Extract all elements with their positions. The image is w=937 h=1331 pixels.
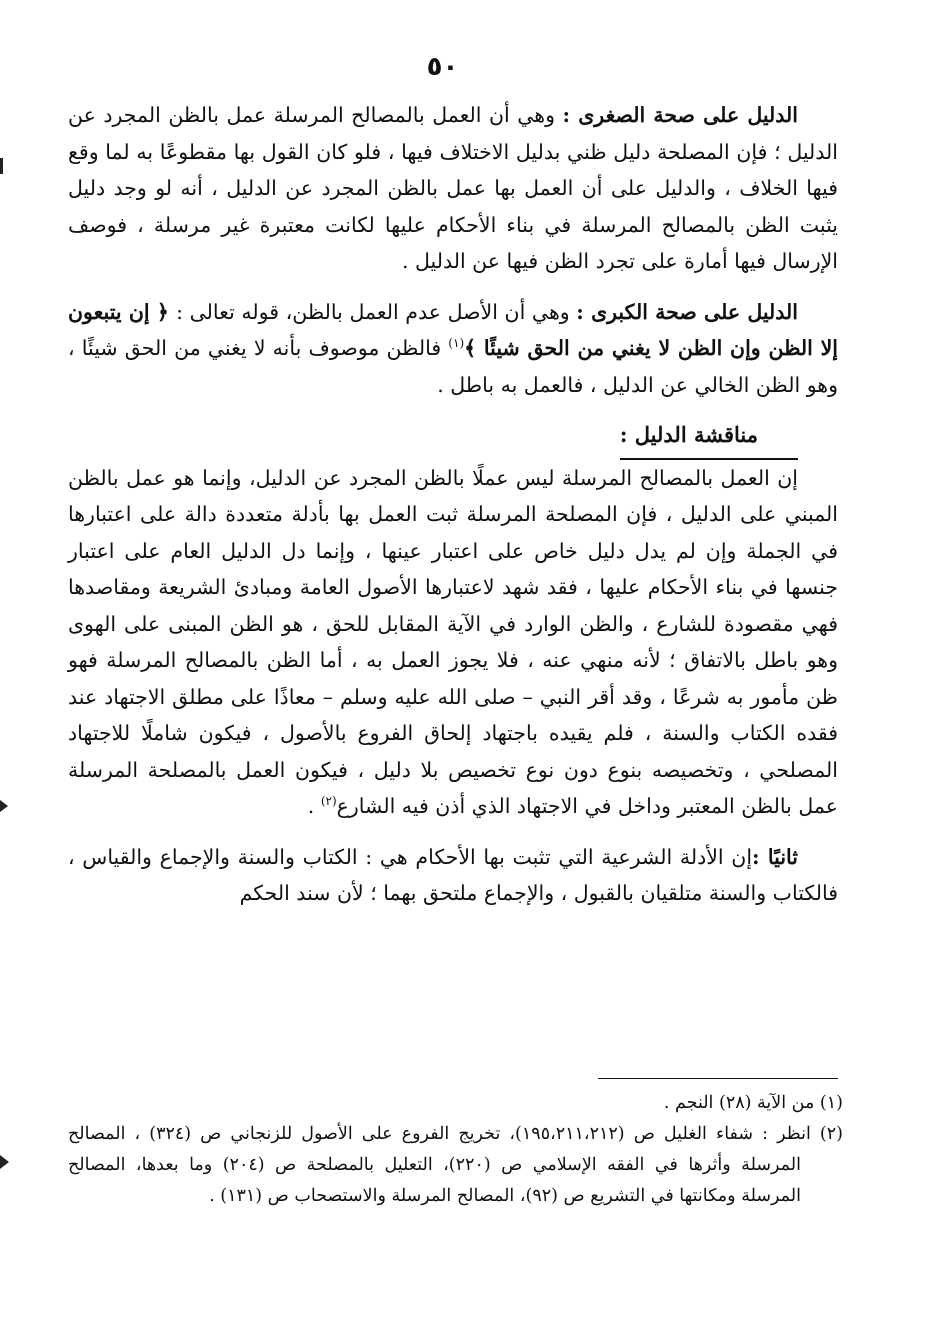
footnote-ref: (١) [448,336,465,351]
margin-arrow-mark [0,800,8,812]
heading-row [68,417,838,460]
paragraph-text: وهي أن العمل بالمصالح المرسلة عمل بالظن المجرد عن الدليل ؛ فإن المصلحة دليل ظني بدليل الاختلاف فيها ، فلو كان القول بها مقطوعًا به لما وقع فيها الخلاف ، والدليل على أن العمل بها عمل بالظن المجرد عن الدليل ، أنه لو وجد دليل يثبت الظن بالمصالح المرسلة في بناء الأحكام عليها لكانت معتبرة غير مرسلة ، فوصف الإرسال فيها أمارة على تجرد الظن فيها عن الدليل . [68,103,838,273]
paragraph-text: وهي أن الأصل عدم العمل بالظن، قوله تعالى : [176,299,577,324]
quran-verse: ﴿ إن يتبعون إلا الظن وإن الظن لا يغني من الحق شيئًا ﴾ [68,299,838,360]
margin-arrow-mark [0,1155,9,1169]
paragraph-text: إن الأدلة الشرعية التي تثبت بها الأحكام هي : الكتاب والسنة والإجماع والقياس ، فالكتاب والسنة متلقيان بالقبول ، والإجماع ملتحق بهما ؛ لأن سند الحكم [68,844,838,905]
paragraph-minor-premise [68,97,838,280]
footnotes [68,1088,843,1212]
section-heading: مناقشة الدليل : [620,417,798,460]
paragraph-lead: ثانيًا : [752,844,798,869]
paragraph-lead: الدليل على صحة الصغرى : [562,103,798,127]
paragraph-second [68,839,838,912]
margin-mark [0,158,3,174]
paragraph-major-premise [68,294,838,404]
footnote-item: (٢) انظر : شفاء الغليل ص (١٩٥،٢١١،٢١٢)، تخريج الفروع على الأصول للزنجاني ص (٣٢٤) ، المصالح المرسلة وأثرها في الفقه الإسلامي ص (٢٢٠)، التعليل بالمصلحة ص (٢٠٤) وما بعدها، المصالح المرسلة ومكانتها في التشريع ص (٩٢)، المصالح المرسلة والاستصحاب ص (١٣١) . [68,1124,843,1206]
paragraph-end: . [307,794,321,818]
footnote-ref: (٢) [320,794,337,809]
paragraph-discussion [68,460,838,825]
paragraph-lead: الدليل على صحة الكبرى : [576,299,798,324]
footnote-divider [598,1078,838,1079]
main-text [68,97,838,912]
footnote-item: (١) من الآية (٢٨) النجم . [663,1093,843,1113]
paragraph-text: إن العمل بالمصالح المرسلة ليس عملًا بالظن المجرد عن الدليل، وإنما هو عمل بالظن المبني على الدليل ، فإن المصلحة المرسلة ثبت العمل بها بأدلة متعددة دالة على اعتبارها في الجملة وإن لم يدل دليل خاص على اعتبار عينها ، وإنما دل الدليل العام على اعتبار جنسها في بناء الأحكام عليها ، فقد شهد لاعتبارها الأصول العامة ومبادئ الشريعة ومقاصدها فهي مقصودة للشارع ، والظن الوارد في الآية المقابل للحق ، هو الظن المبنى على الهوى وهو باطل بالاتفاق ؛ لأنه منهي عنه ، فلا يجوز العمل به ، أما الظن بالمصالح المرسلة فهو ظن مأمور به شرعًا ، وقد أقر النبي – صلى الله عليه وسلم – معاذًا على مطلق الاجتهاد عند فقده الكتاب والسنة ، فلم يقيده باجتهاد إلحاق الفروع بالأصول ، فيكون شاملًا للاجتهاد المصلحي ، وتخصيصه بنوع دون نوع تخصيص بلا دليل ، فيكون العمل بالمصلحة المرسلة عمل بالظن المعتبر وداخل في الاجتهاد الذي أذن فيه الشارع [68,465,838,818]
paragraph-text: فالظن موصوف بأنه لا يغني من الحق شيئًا ، وهو الظن الخالي عن الدليل ، فالعمل به باطل . [68,336,838,397]
page-number: ٥٠ [426,52,459,82]
